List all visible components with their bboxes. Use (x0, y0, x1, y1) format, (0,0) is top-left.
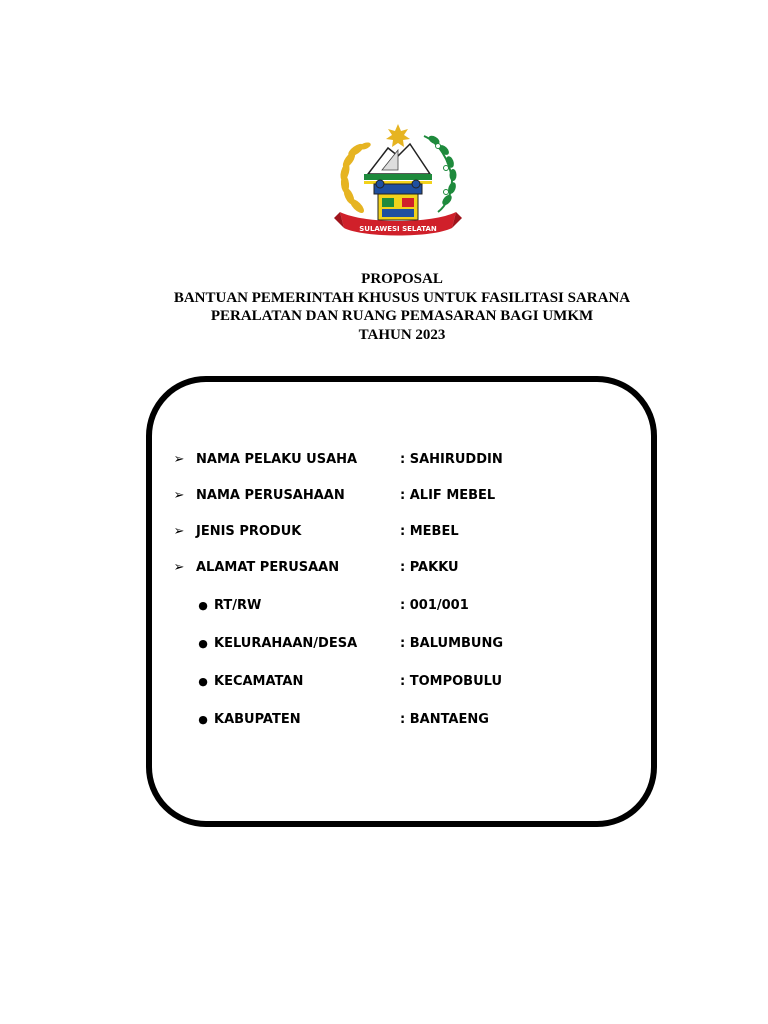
info-row-jenis-produk (152, 522, 651, 542)
info-row-kelurahaan-desa (152, 634, 651, 654)
info-row-nama-perusahaan (152, 486, 651, 506)
star-icon (386, 124, 410, 147)
info-value: : ALIF MEBEL (400, 488, 496, 503)
proposal-title (0, 270, 768, 344)
info-label: KABUPATEN (214, 712, 301, 727)
info-label: KELURAHAAN/DESA (214, 636, 358, 651)
dot-bullet-icon: ● (198, 637, 208, 650)
info-value: : PAKKU (400, 560, 459, 575)
title-line-4: TAHUN 2023 (358, 326, 446, 343)
info-label: RT/RW (214, 598, 262, 613)
info-row-kecamatan (152, 672, 651, 692)
info-label: NAMA PELAKU USAHA (196, 452, 358, 467)
dot-bullet-icon: ● (198, 675, 208, 688)
arrow-bullet-icon: ➢ (173, 524, 185, 539)
info-value: : BANTAENG (400, 712, 489, 727)
info-value: : TOMPOBULU (400, 674, 503, 689)
info-value: : BALUMBUNG (400, 636, 504, 651)
title-line-2: BANTUAN PEMERINTAH KHUSUS UNTUK FASILITASI SARANA (173, 289, 631, 306)
arrow-bullet-icon: ➢ (173, 452, 185, 467)
info-value: : MEBEL (400, 524, 459, 539)
dot-bullet-icon: ● (198, 713, 208, 726)
info-box (146, 376, 657, 827)
fortress-icon (374, 180, 422, 220)
info-row-alamat-perusaan (152, 558, 651, 578)
info-label: ALAMAT PERUSAAN (196, 560, 340, 575)
arrow-bullet-icon: ➢ (173, 560, 185, 575)
ribbon-text: SULAWESI SELATAN (359, 225, 437, 233)
info-row-kabupaten (152, 710, 651, 730)
info-value: : SAHIRUDDIN (400, 452, 503, 467)
mountain-icon (368, 144, 430, 174)
title-line-3: PERALATAN DAN RUANG PEMASARAN BAGI UMKM (210, 308, 594, 324)
info-value: : 001/001 (400, 598, 469, 613)
dot-bullet-icon: ● (198, 599, 208, 612)
title-line-1: PROPOSAL (361, 271, 443, 287)
info-label: NAMA PERUSAHAAN (196, 488, 345, 503)
info-label: JENIS PRODUK (196, 524, 302, 539)
info-label: KECAMATAN (214, 674, 304, 689)
info-row-rt-rw (152, 596, 651, 616)
info-row-nama-pelaku-usaha (152, 450, 651, 470)
sulawesi-selatan-emblem-icon (334, 120, 462, 238)
arrow-bullet-icon: ➢ (173, 488, 185, 503)
